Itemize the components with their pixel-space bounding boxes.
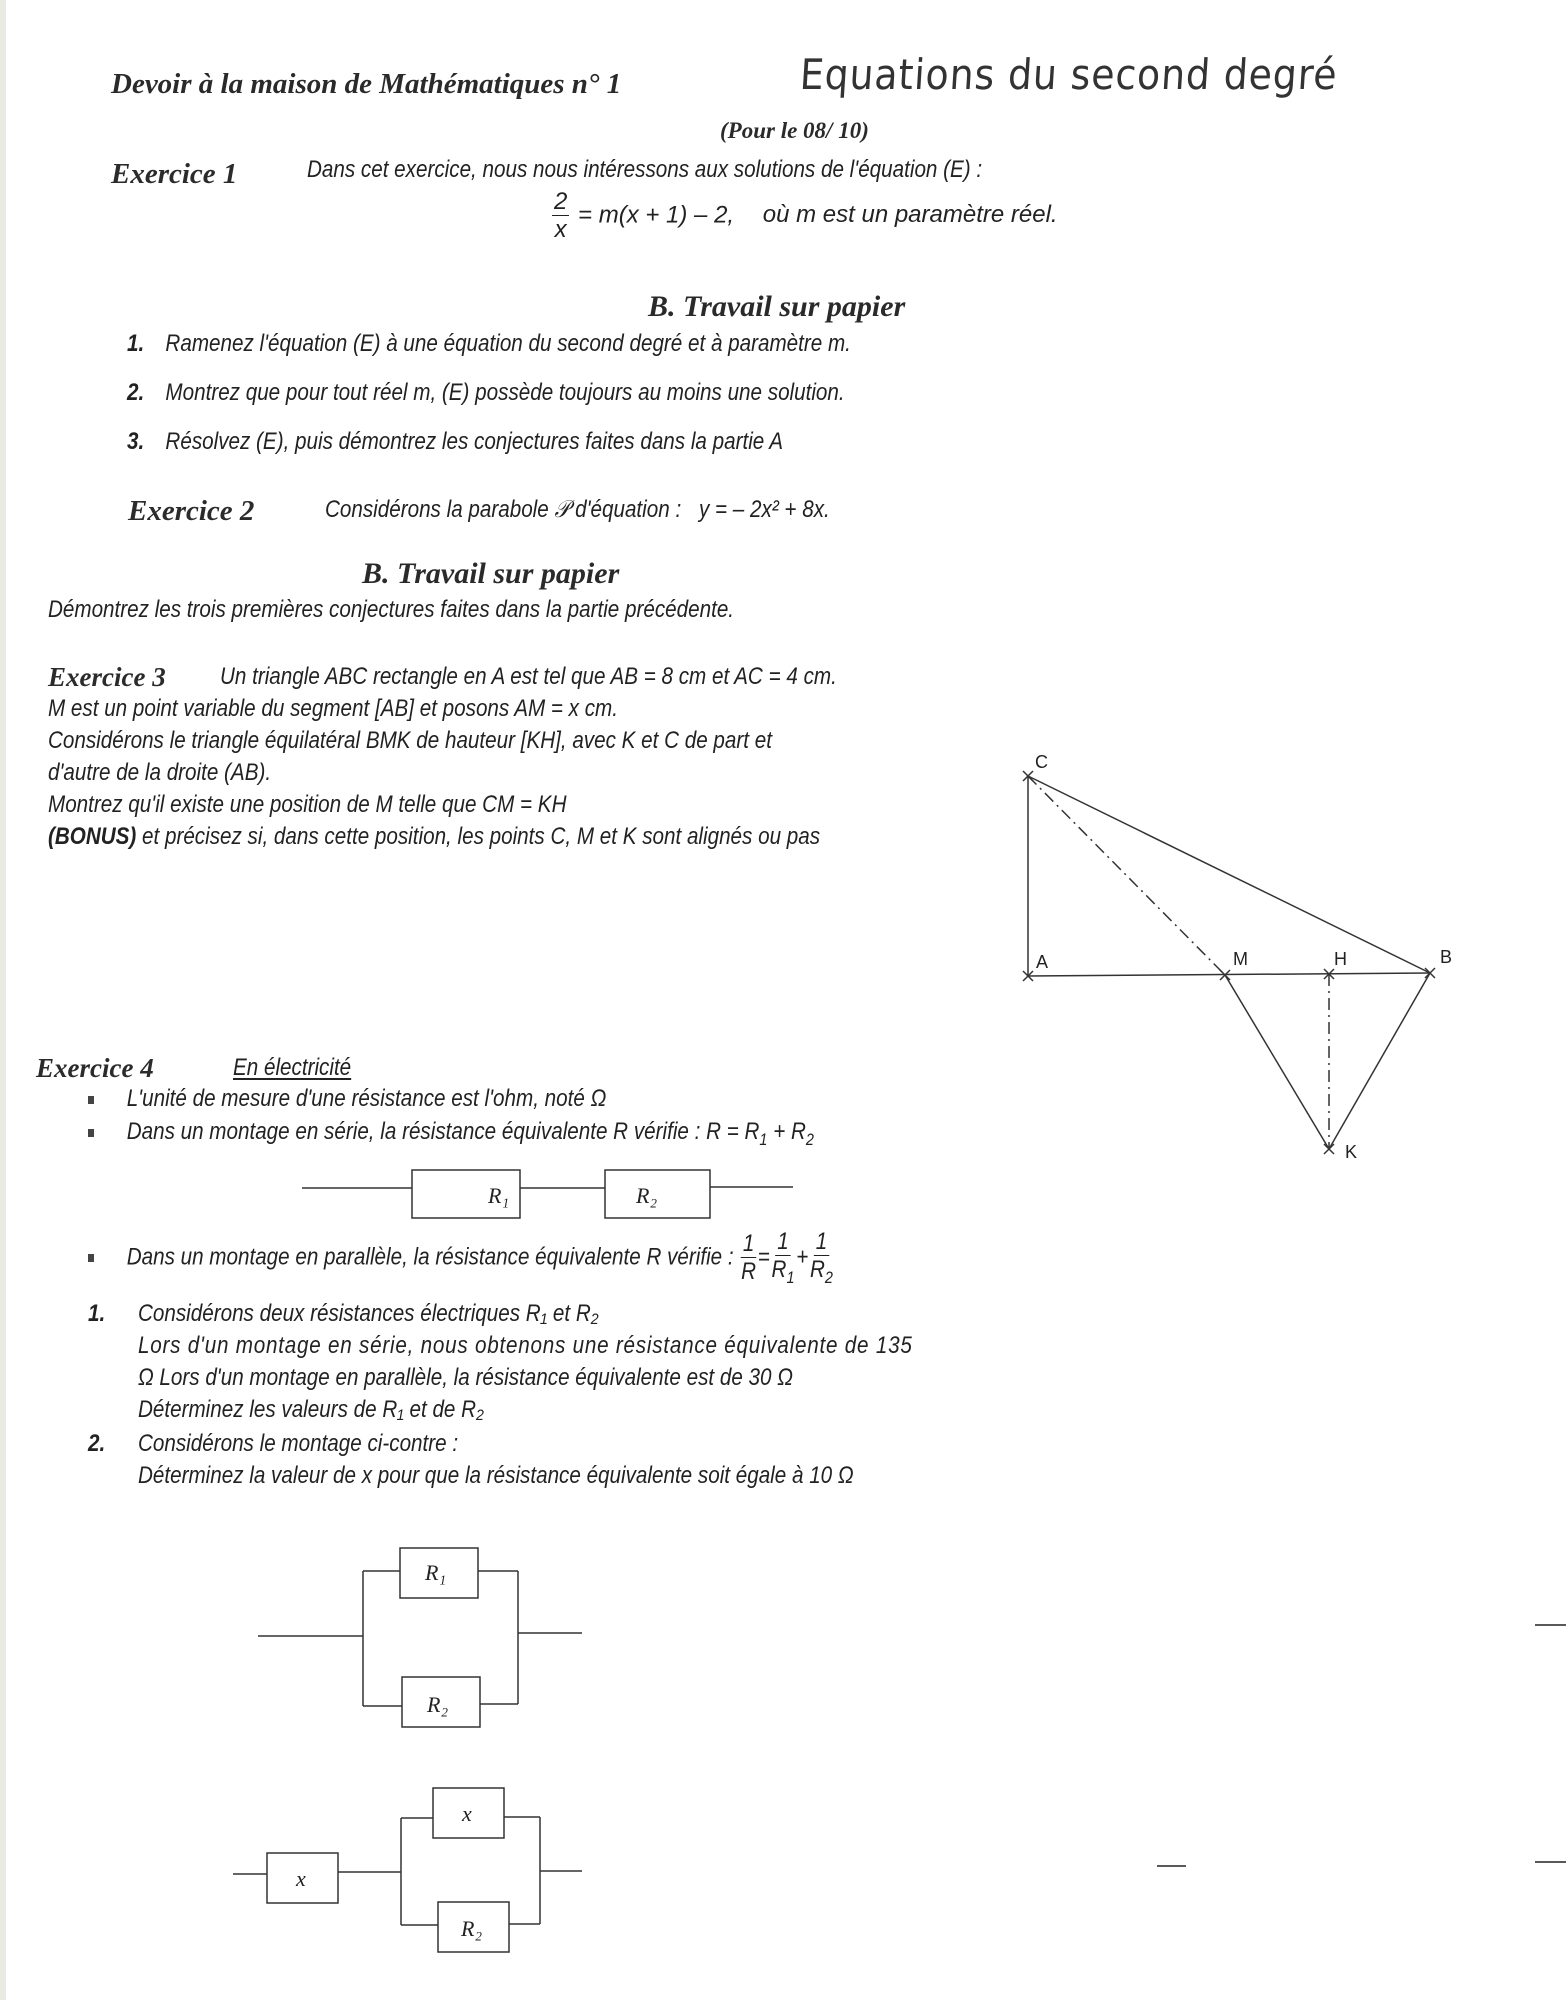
x-top-label: x bbox=[462, 1801, 472, 1826]
item-number: 2. bbox=[88, 1430, 106, 1457]
item-number: 1. bbox=[127, 330, 145, 357]
equation-rhs: = m(x + 1) – 2, bbox=[578, 201, 735, 229]
item-number: 1. bbox=[88, 1300, 106, 1327]
subscript: 2 bbox=[805, 1129, 814, 1149]
exercise1-intro: Dans cet exercice, nous nous intéressons aux solutions de l'équation (E) : bbox=[307, 156, 983, 183]
r-symbol: R bbox=[809, 1256, 825, 1283]
exercise3-line-1: Un triangle ABC rectangle en A est tel que AB = 8 cm et AC = 4 cm. bbox=[220, 663, 837, 690]
formula-plus: + R bbox=[767, 1118, 806, 1145]
exercise2-label: Exercice 2 bbox=[128, 495, 255, 527]
label-b: B bbox=[1440, 947, 1453, 967]
topic-text: En électricité bbox=[233, 1054, 352, 1081]
label-h: H bbox=[1334, 949, 1347, 969]
r-symbol: R bbox=[771, 1256, 787, 1283]
label-c: C bbox=[1035, 752, 1048, 772]
exercise1-section-title: B. Travail sur papier bbox=[648, 290, 906, 323]
exercise3-line-2: M est un point variable du segment [AB] et posons AM = x cm. bbox=[48, 695, 618, 722]
parabola-equation: y = – 2x² + 8x. bbox=[698, 496, 830, 523]
plus-sign: + bbox=[796, 1243, 809, 1271]
exercise4-item-1-line-2: Lors d'un montage en série, nous obtenons une résistance équivalente de 135 bbox=[138, 1332, 913, 1359]
item-number: 3. bbox=[127, 428, 145, 455]
label-m: M bbox=[1233, 949, 1248, 969]
denominator: R bbox=[741, 1258, 757, 1286]
bonus-text: et précisez si, dans cette position, les points C, M et K sont alignés ou pas bbox=[136, 823, 821, 850]
numerator: 1 bbox=[777, 1228, 789, 1255]
label-a: A bbox=[1036, 952, 1049, 972]
numerator: 1 bbox=[742, 1230, 755, 1258]
subscript: 2 bbox=[824, 1267, 833, 1287]
bullet-text: Dans un montage en parallèle, la résistance équivalente R vérifie : bbox=[126, 1243, 734, 1271]
exercise3-line-4: d'autre de la droite (AB). bbox=[48, 759, 272, 786]
subscript: 1 bbox=[786, 1267, 795, 1287]
due-date: (Pour le 08/ 10) bbox=[720, 118, 869, 143]
exercise4-item-1-line-1: Considérons deux résistances électriques R₁ et R₂ bbox=[138, 1300, 599, 1327]
fraction-numerator: 2 bbox=[554, 188, 568, 215]
r2-label: R₂ bbox=[461, 1916, 483, 1941]
exercise3-line-3: Considérons le triangle équilatéral BMK de hauteur [KH], avec K et C de part et bbox=[48, 727, 772, 754]
r1-label: R₁ bbox=[425, 1560, 447, 1585]
bullet-text: L'unité de mesure d'une résistance est l'ohm, noté Ω bbox=[126, 1085, 607, 1112]
item-text: Montrez que pour tout réel m, (E) possède toujours au moins une solution. bbox=[165, 379, 845, 406]
page-title: Devoir à la maison de Mathématiques n° 1 bbox=[111, 68, 622, 100]
bullet-text: Dans un montage en série, la résistance équivalente R vérifie : R = R bbox=[126, 1118, 760, 1145]
subscript: 1 bbox=[759, 1129, 768, 1149]
exercise4-item-1-line-3: Ω Lors d'un montage en parallèle, la résistance équivalente est de 30 Ω bbox=[138, 1364, 793, 1391]
fraction-denominator: x bbox=[554, 216, 567, 243]
label-k: K bbox=[1345, 1142, 1358, 1162]
exercise3-label: Exercice 3 bbox=[48, 662, 166, 692]
item-text: Résolvez (E), puis démontrez les conjectures faites dans la partie A bbox=[165, 428, 784, 455]
x-series-label: x bbox=[296, 1866, 306, 1891]
r2-label: R₂ bbox=[636, 1183, 658, 1208]
numerator: 1 bbox=[815, 1228, 828, 1255]
exercise4-item-2-line-2: Déterminez la valeur de x pour que la résistance équivalente soit égale à 10 Ω bbox=[138, 1462, 854, 1489]
exercise4-item-1-line-4: Déterminez les valeurs de R₁ et de R₂ bbox=[138, 1396, 484, 1423]
exercise2-intro-text: Considérons la parabole 𝒫 d'équation : bbox=[325, 496, 682, 523]
exercise1-label: Exercice 1 bbox=[111, 158, 238, 190]
r1-label: R₁ bbox=[488, 1183, 510, 1208]
equation-note: où m est un paramètre réel. bbox=[762, 201, 1058, 229]
exercise4-item-2-line-1: Considérons le montage ci-contre : bbox=[138, 1430, 459, 1457]
equals-sign: = bbox=[757, 1243, 770, 1271]
exercise4-label: Exercice 4 bbox=[36, 1053, 154, 1083]
item-text: Ramenez l'équation (E) à une équation du second degré et à paramètre m. bbox=[165, 330, 851, 357]
exercise3-line-5: Montrez qu'il existe une position de M telle que CM = KH bbox=[48, 791, 567, 818]
bonus-label: (BONUS) bbox=[48, 823, 137, 850]
item-number: 2. bbox=[127, 379, 145, 406]
r2-label: R₂ bbox=[427, 1692, 449, 1717]
exercise2-section-title: B. Travail sur papier bbox=[362, 557, 620, 590]
exercise2-text: Démontrez les trois premières conjectures faites dans la partie précédente. bbox=[48, 596, 735, 623]
handwritten-subtitle: Equations du second degré bbox=[798, 50, 1340, 99]
